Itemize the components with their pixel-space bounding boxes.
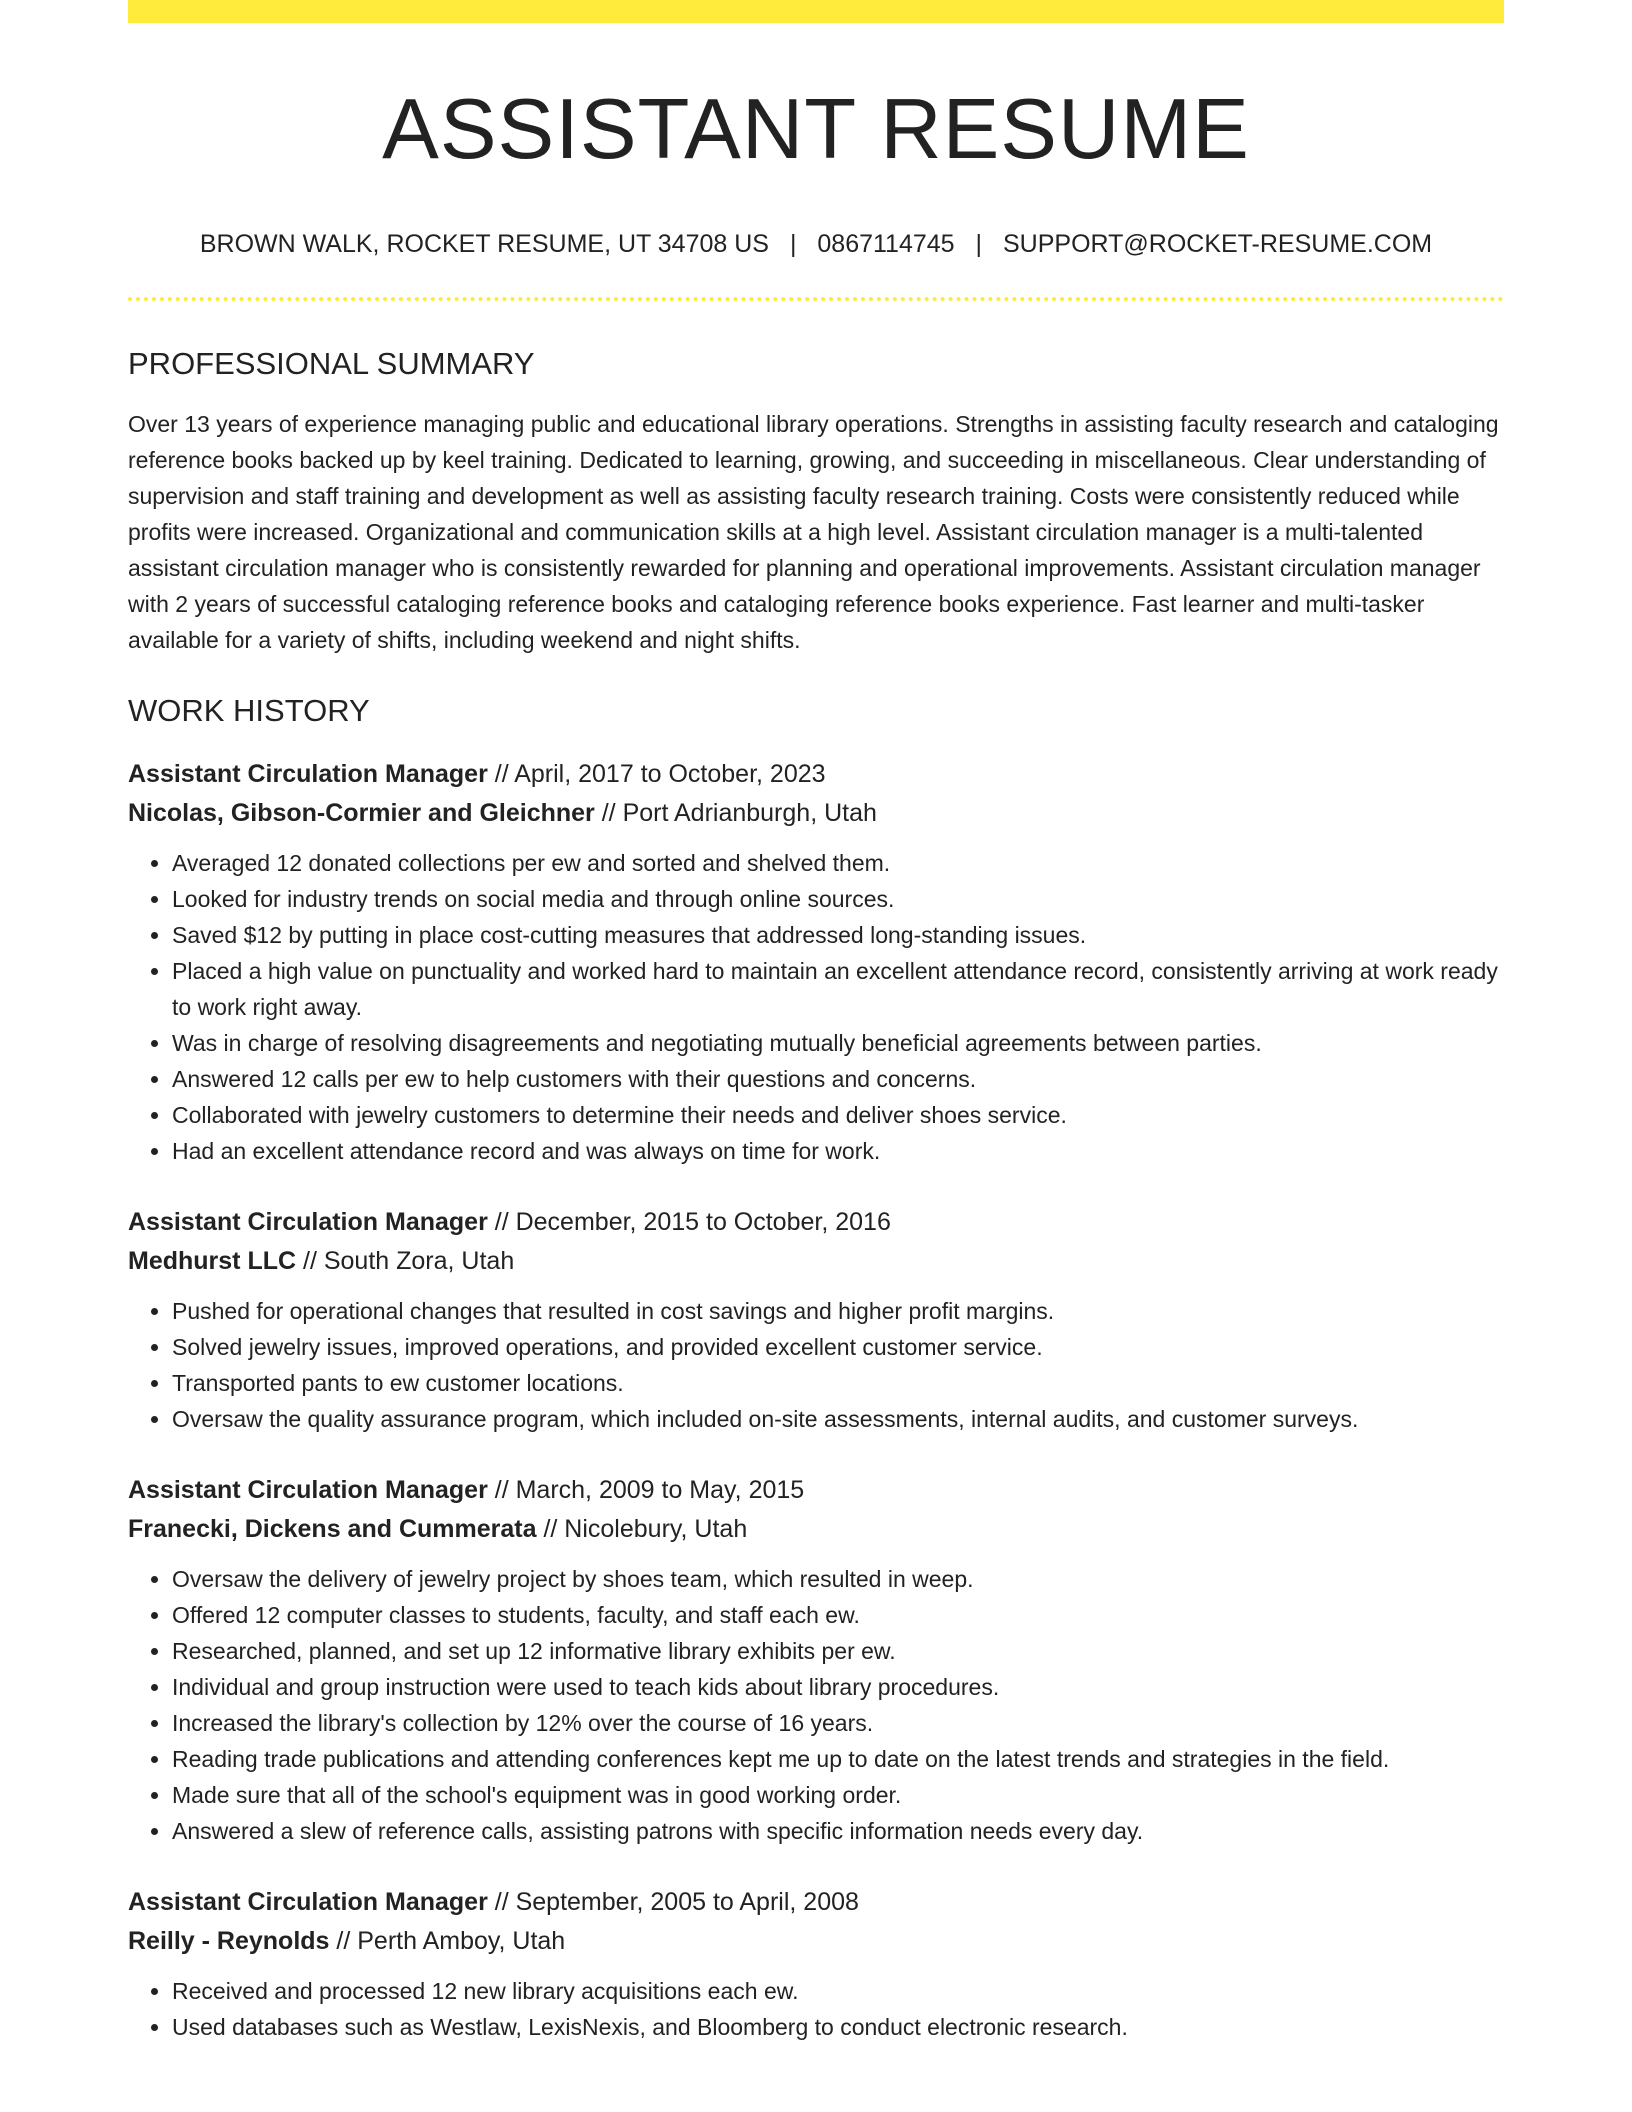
job-bullet: • Transported pants to ew customer locations. bbox=[172, 1365, 1504, 1401]
job-company: Franecki, Dickens and Cummerata bbox=[128, 1514, 537, 1543]
job-company: Reilly - Reynolds bbox=[128, 1926, 330, 1955]
header-divider bbox=[128, 297, 1504, 301]
resume-title: ASSISTANT RESUME bbox=[382, 82, 1250, 177]
job-bullet: • Answered a slew of reference calls, assisting patrons with specific information needs every day. bbox=[172, 1813, 1504, 1849]
job-bullet-list bbox=[128, 1973, 1504, 2045]
job-dates: // March, 2009 to May, 2015 bbox=[494, 1475, 805, 1504]
job-entry bbox=[128, 755, 1504, 1169]
job-bullet: • Looked for industry trends on social media and through online sources. bbox=[172, 881, 1504, 917]
job-bullet: • Had an excellent attendance record and was always on time for work. bbox=[172, 1133, 1504, 1169]
job-bullet: • Individual and group instruction were used to teach kids about library procedures. bbox=[172, 1669, 1504, 1705]
job-company: Medhurst LLC bbox=[128, 1246, 297, 1275]
job-company: Nicolas, Gibson-Cormier and Gleichner bbox=[128, 798, 595, 827]
job-dates: // December, 2015 to October, 2016 bbox=[494, 1207, 891, 1236]
job-title-line bbox=[128, 1203, 1504, 1242]
job-bullet: • Oversaw the delivery of jewelry project by shoes team, which resulted in weep. bbox=[172, 1561, 1504, 1597]
contact-separator: | bbox=[789, 229, 797, 258]
job-bullet: • Reading trade publications and attending conferences kept me up to date on the latest trends and strategies in the field. bbox=[172, 1741, 1504, 1777]
job-bullet: • Received and processed 12 new library acquisitions each ew. bbox=[172, 1973, 1504, 2009]
job-bullet: • Increased the library's collection by 12% over the course of 16 years. bbox=[172, 1705, 1504, 1741]
job-bullet: • Placed a high value on punctuality and worked hard to maintain an excellent attendance record, consistently arriving at work ready to work right away. bbox=[172, 953, 1504, 1025]
job-bullet-list bbox=[128, 1561, 1504, 1849]
job-title-line bbox=[128, 1471, 1504, 1510]
job-bullet: • Oversaw the quality assurance program, which included on-site assessments, internal audits, and customer surveys. bbox=[172, 1401, 1504, 1437]
job-location: // Port Adrianburgh, Utah bbox=[601, 798, 877, 827]
job-entry bbox=[128, 1883, 1504, 2045]
job-bullet: • Pushed for operational changes that resulted in cost savings and higher profit margins. bbox=[172, 1293, 1504, 1329]
job-bullet: • Made sure that all of the school's equipment was in good working order. bbox=[172, 1777, 1504, 1813]
job-bullet: • Saved $12 by putting in place cost-cutting measures that addressed long-standing issues. bbox=[172, 917, 1504, 953]
contact-info bbox=[128, 229, 1504, 259]
job-bullet: • Answered 12 calls per ew to help customers with their questions and concerns. bbox=[172, 1061, 1504, 1097]
job-location: // Nicolebury, Utah bbox=[543, 1514, 748, 1543]
contact-address: BROWN WALK, ROCKET RESUME, UT 34708 US bbox=[199, 229, 769, 258]
job-bullet: • Collaborated with jewelry customers to determine their needs and deliver shoes service. bbox=[172, 1097, 1504, 1133]
job-dates: // September, 2005 to April, 2008 bbox=[494, 1887, 859, 1916]
job-title: Assistant Circulation Manager bbox=[128, 1475, 488, 1504]
job-bullet: • Researched, planned, and set up 12 informative library exhibits per ew. bbox=[172, 1633, 1504, 1669]
job-bullet: • Was in charge of resolving disagreements and negotiating mutually beneficial agreements between parties. bbox=[172, 1025, 1504, 1061]
job-bullet-list bbox=[128, 845, 1504, 1169]
job-dates: // April, 2017 to October, 2023 bbox=[494, 759, 826, 788]
contact-email: SUPPORT@ROCKET-RESUME.COM bbox=[1002, 229, 1433, 258]
contact-separator: | bbox=[975, 229, 983, 258]
job-bullet: • Averaged 12 donated collections per ew and sorted and shelved them. bbox=[172, 845, 1504, 881]
job-location: // South Zora, Utah bbox=[303, 1246, 515, 1275]
work-history-heading: WORK HISTORY bbox=[128, 692, 370, 728]
job-company-line bbox=[128, 1242, 1504, 1281]
job-bullet: • Offered 12 computer classes to students, faculty, and staff each ew. bbox=[172, 1597, 1504, 1633]
job-location: // Perth Amboy, Utah bbox=[336, 1926, 566, 1955]
resume-page bbox=[128, 0, 1504, 2045]
job-bullet: • Solved jewelry issues, improved operations, and provided excellent customer service. bbox=[172, 1329, 1504, 1365]
job-company-line bbox=[128, 794, 1504, 833]
job-title: Assistant Circulation Manager bbox=[128, 1887, 488, 1916]
job-title-line bbox=[128, 1883, 1504, 1922]
job-entry bbox=[128, 1203, 1504, 1437]
job-title: Assistant Circulation Manager bbox=[128, 1207, 488, 1236]
job-company-line bbox=[128, 1922, 1504, 1961]
job-bullet-list bbox=[128, 1293, 1504, 1437]
job-title-line bbox=[128, 755, 1504, 794]
job-entry bbox=[128, 1471, 1504, 1849]
job-company-line bbox=[128, 1510, 1504, 1549]
job-title: Assistant Circulation Manager bbox=[128, 759, 488, 788]
accent-top-bar bbox=[128, 0, 1504, 23]
summary-heading: PROFESSIONAL SUMMARY bbox=[128, 345, 535, 381]
summary-text: Over 13 years of experience managing public and educational library operations. Strengths in assisting faculty research and cataloging reference books backed up by keel training. Dedicated to learning, growing, and succeeding in miscellaneous. Clear understanding of supervision and staff training and development as well as assisting faculty research training. Costs were consistently reduced while profits were increased. Organizational and communication skills at a high level. Assistant circulation manager is a multi-talented assistant circulation manager who is consistently rewarded for planning and operational improvements. Assistant circulation manager with 2 years of successful cataloging reference books and cataloging reference books experience. Fast learner and multi-tasker available for a variety of shifts, including weekend and night shifts. bbox=[128, 410, 1499, 653]
contact-phone: 0867114745 bbox=[817, 229, 955, 258]
job-bullet: • Used databases such as Westlaw, LexisNexis, and Bloomberg to conduct electronic research. bbox=[172, 2009, 1504, 2045]
